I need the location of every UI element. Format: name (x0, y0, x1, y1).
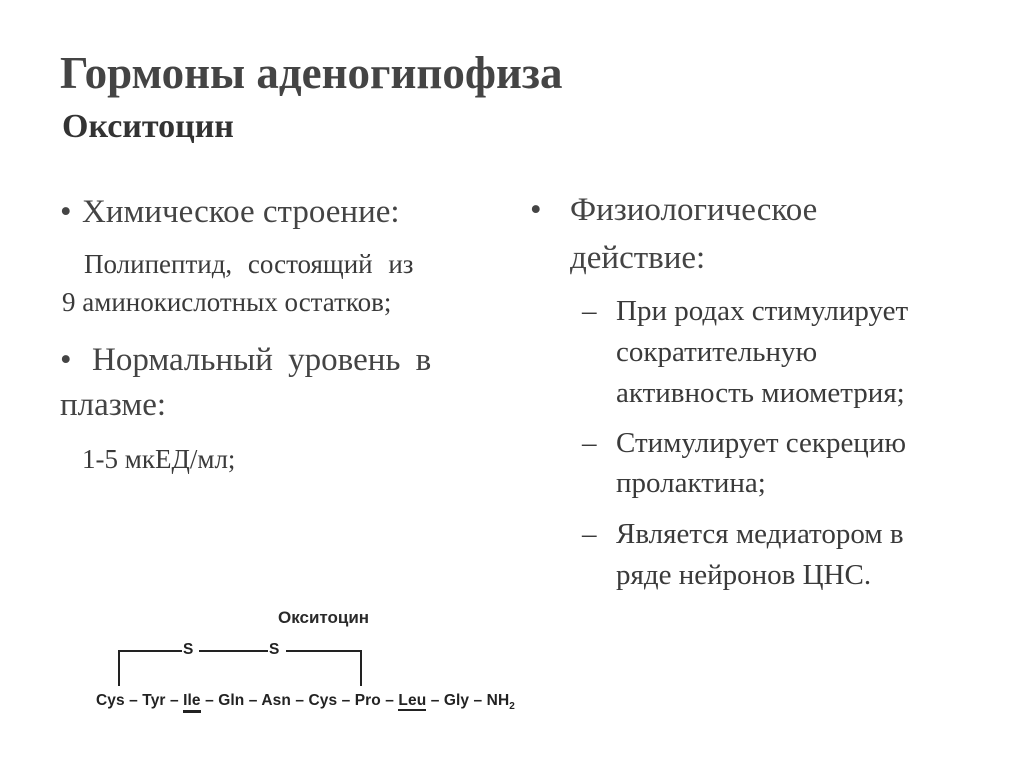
sulfur-label-2: S (269, 641, 280, 658)
sequence-separator: – (290, 692, 309, 709)
bridge-middle-horizontal (199, 650, 268, 652)
amino-acid-gly: Gly (443, 692, 470, 709)
plasma-level-value: 1-5 мкЕД/мл; (82, 444, 236, 474)
plasma-level-label-line2: плазме: (60, 387, 167, 423)
amino-acid-sequence (96, 692, 515, 713)
page-title: Гормоны аденогипофиза (60, 48, 563, 98)
dash-icon: – (582, 518, 597, 550)
action-item-2-line2: пролактина; (616, 467, 766, 499)
bullet-icon: • (60, 342, 72, 378)
amide-group: NH (486, 692, 510, 709)
action-item-2-line1: Стимулирует секрецию (616, 427, 907, 459)
amino-acid-leu: Leu (398, 692, 427, 709)
bullet-icon: • (60, 194, 72, 230)
diagram-title: Окситоцин (278, 608, 370, 627)
action-item-1-line1: При родах стимулирует (616, 295, 909, 327)
sequence-separator: – (244, 692, 262, 709)
action-item-1-line2: сократительную (616, 336, 818, 368)
sequence-separator: – (200, 692, 219, 709)
dash-icon: – (582, 295, 597, 327)
amino-acid-cys: Cys (96, 692, 125, 709)
chemical-structure-label: Химическое строение: (82, 194, 400, 230)
bridge-left-vertical (118, 650, 120, 686)
sequence-separator: – (337, 692, 355, 709)
amino-acid-pro: Pro (354, 692, 381, 709)
bridge-left-horizontal (118, 650, 182, 652)
sequence-separator: – (124, 692, 143, 709)
sequence-separator: – (165, 692, 184, 709)
action-item-3-line2: ряде нейронов ЦНС. (616, 559, 872, 591)
sequence-separator: – (469, 692, 487, 709)
amide-subscript: 2 (509, 701, 515, 713)
amino-acid-ile: Ile (183, 692, 201, 713)
action-item-3-line1: Является медиатором в (616, 518, 904, 550)
amino-acid-asn: Asn (261, 692, 291, 709)
bullet-icon: • (530, 192, 542, 228)
action-item-1-line3: активность миометрия; (616, 377, 905, 409)
chemical-structure-detail-line1: Полипептид, состоящий из (84, 249, 414, 279)
amino-acid-cys: Cys (308, 692, 338, 709)
chemical-structure-detail-line2: 9 аминокислотных остатков; (62, 287, 392, 317)
physiological-action-label-line2: действие: (570, 240, 706, 276)
bridge-right-vertical (360, 650, 362, 686)
physiological-action-label-line1: Физиологическое (570, 192, 818, 228)
amino-acid-tyr: Tyr (142, 692, 166, 709)
sulfur-label-1: S (183, 641, 194, 658)
plasma-level-label-line1: Нормальный уровень в (92, 342, 432, 378)
bridge-right-horizontal (286, 650, 362, 652)
sequence-separator: – (380, 692, 399, 709)
sequence-separator: – (426, 692, 444, 709)
amino-acid-gln: Gln (218, 692, 245, 709)
dash-icon: – (582, 427, 597, 459)
page-subtitle: Окситоцин (62, 108, 234, 145)
